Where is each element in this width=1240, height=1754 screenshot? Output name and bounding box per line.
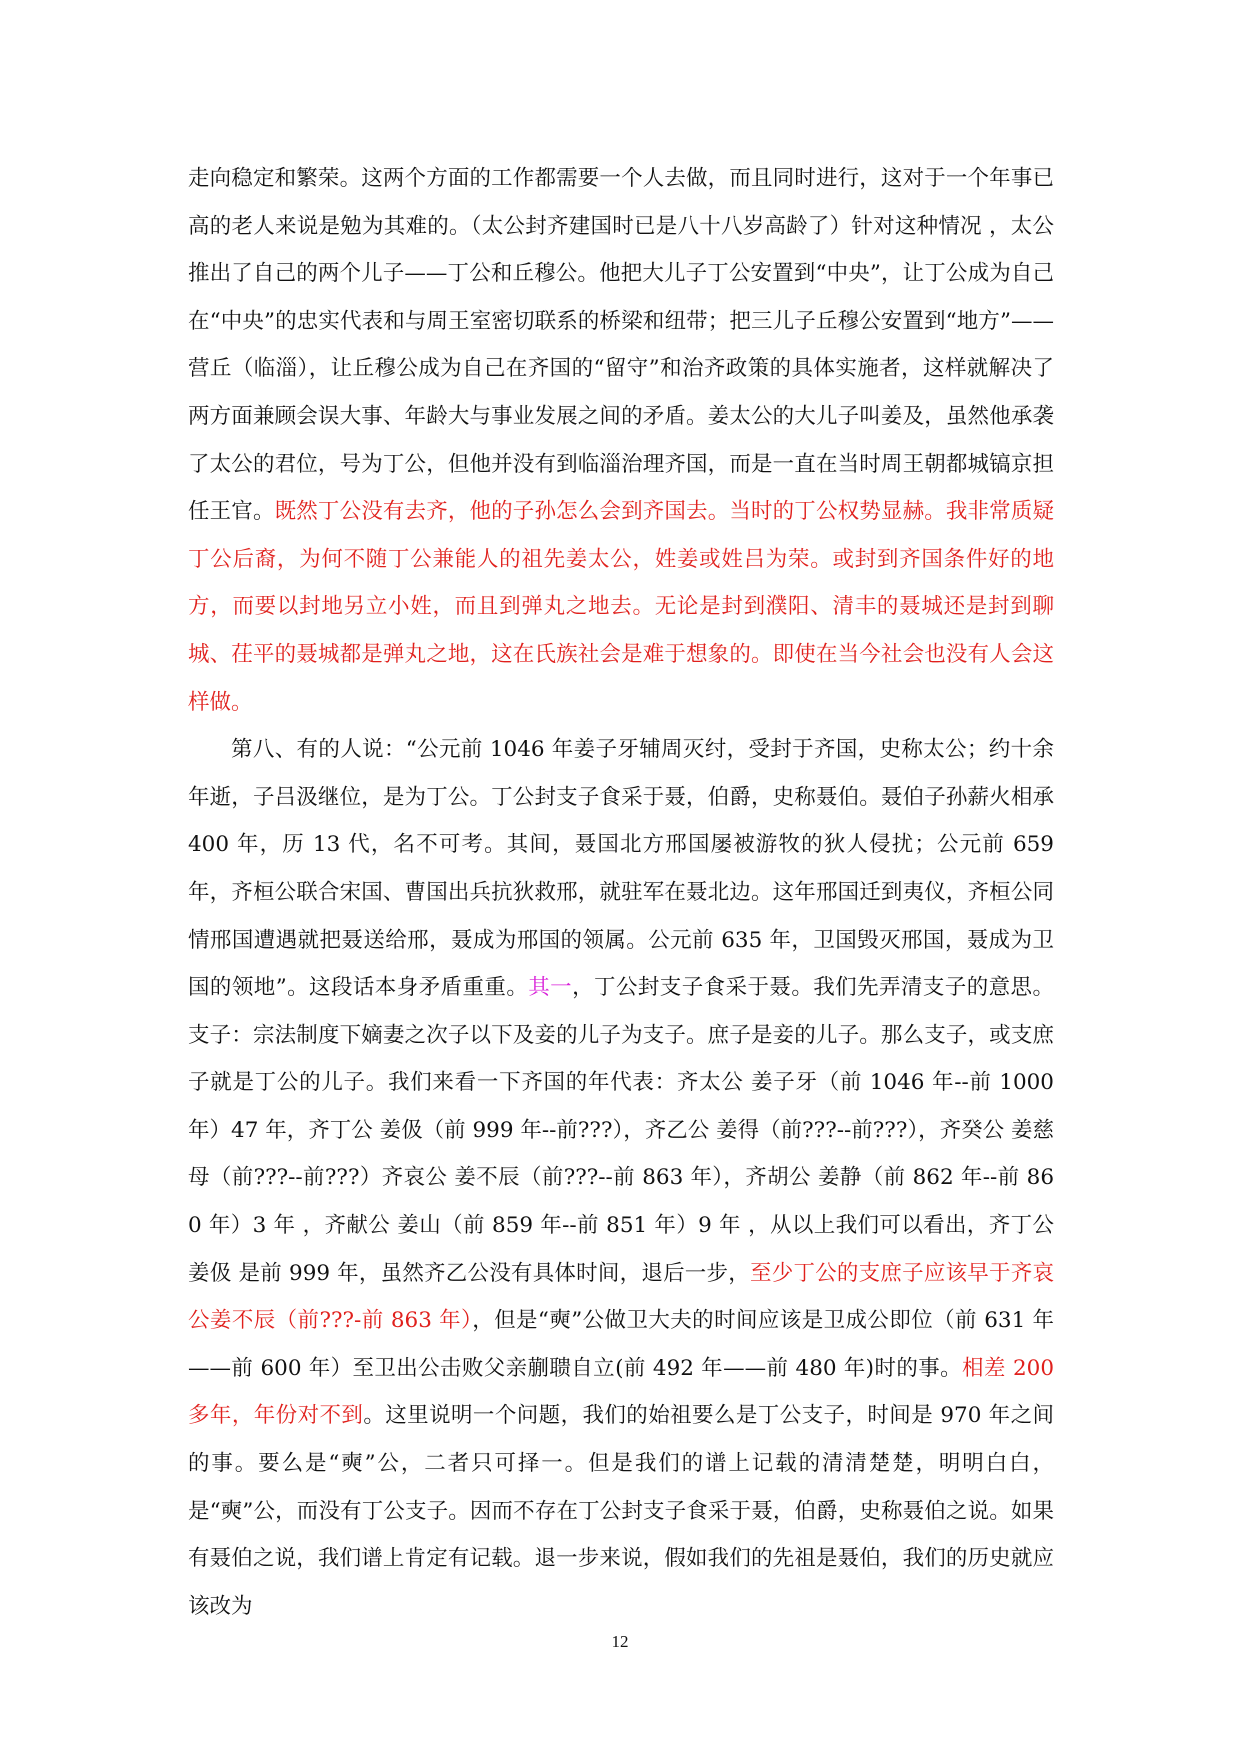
page-number: 12 [611, 1632, 629, 1651]
paragraph-1-text: 走向稳定和繁荣。这两个方面的工作都需要一个人去做，而且同时进行，这对于一个年事已高的老人来说是勉为其难的。（太公封齐建国时已是八十八岁高龄了）针对这种情况 ，太公推出了自己的两个儿子——丁公和丘穆公。他把大儿子丁公安置到“中央”，让丁公成为自己在“中央”的忠实代表和与周王室密切联系的桥梁和纽带；把三儿子丘穆公安置到“地方”——营丘（临淄），让丘穆公成为自己在齐国的“留守”和治齐政策的具体实施者，这样就解决了两方面兼顾会误大事、年龄大与事业发展之间的矛盾。姜太公的大儿子叫姜及，虽然他承袭了太公的君位，号为丁公，但他并没有到临淄治理齐国，而是一直在当时周王朝都城镐京担任王官。 [188, 166, 1054, 525]
paragraph-2-text-a: 第八、有的人说：“公元前 1046 年姜子牙辅周灭纣，受封于齐国，史称太公；约十余年逝，子吕汲继位，是为丁公。丁公封支子食采于聂，伯爵，史称聂伯。聂伯子孙薪火相承 400 年，历 13 代，名不可考。其间，聂国北方邢国屡被游牧的狄人侵扰；公元前 659 年，齐桓公联合宋国、曹国出兵抗狄救邢，就驻军在聂北边。这年邢国迁到夷仪，齐桓公同情邢国遭遇就把聂送给邢，聂成为邢国的领属。公元前 635 年，卫国毁灭邢国，聂成为卫国的领地”。这段话本身矛盾重重。 [188, 737, 1054, 1001]
paragraph-1 [188, 155, 1054, 726]
paragraph-2 [188, 726, 1054, 1630]
paragraph-1-highlight-red: 既然丁公没有去齐，他的子孙怎么会到齐国去。当时的丁公权势显赫。我非常质疑丁公后裔，为何不随丁公兼能人的祖先姜太公，姓姜或姓吕为荣。或封到齐国条件好的地方，而要以封地另立小姓，而且到弹丸之地去。无论是封到濮阳、清丰的聂城还是封到聊城、茌平的聂城都是弹丸之地，这在氏族社会是难于想象的。即使在当今社会也没有人会这样做。 [188, 499, 1054, 715]
paragraph-2-highlight-red-1: 至少丁公的支庶子应该早于齐哀公姜不辰（前???-前 863 年） [188, 1260, 1054, 1334]
paragraph-2-highlight-magenta: 其一 [528, 975, 573, 1001]
document-body [188, 155, 1054, 1630]
paragraph-2-text-b: ，丁公封支子食采于聂。我们先弄清支子的意思。支子：宗法制度下嫡妻之次子以下及妾的儿子为支子。庶子是妾的儿子。那么支子，或支庶子就是丁公的儿子。我们来看一下齐国的年代表：齐太公 姜子牙（前 1046 年--前 1000 年）47 年，齐丁公 姜伋（前 999 年--前???），齐乙公 姜得（前???--前???），齐癸公 姜慈母（前???--前???）齐哀公 姜不辰（前???--前 863 年），齐胡公 姜静（前 862 年--前 860 年）3 年 ，齐献公 姜山（前 859 年--前 851 年）9 年 ，从以上我们可以看出，齐丁公 姜伋 是前 999 年，虽然齐乙公没有具体时间，退后一步， [188, 975, 1054, 1286]
paragraph-2-text-c: ，但是“奭”公做卫大夫的时间应该是卫成公即位（前 631 年——前 600 年）至卫出公击败父亲蒯聩自立(前 492 年——前 480 年)时的事。 [188, 1308, 1054, 1381]
paragraph-2-text-d: 。这里说明一个问题，我们的始祖要么是丁公支子，时间是 970 年之间的事。要么是“奭”公，二者只可择一。但是我们的谱上记载的清清楚楚，明明白白，是“奭”公，而没有丁公支子。因而不存在丁公封支子食采于聂，伯爵，史称聂伯之说。如果有聂伯之说，我们谱上肯定有记载。退一步来说，假如我们的先祖是聂伯，我们的历史就应该改为 [188, 1403, 1054, 1619]
paragraph-2-highlight-red-2: 相差 200 多年，年份对不到 [188, 1355, 1054, 1429]
